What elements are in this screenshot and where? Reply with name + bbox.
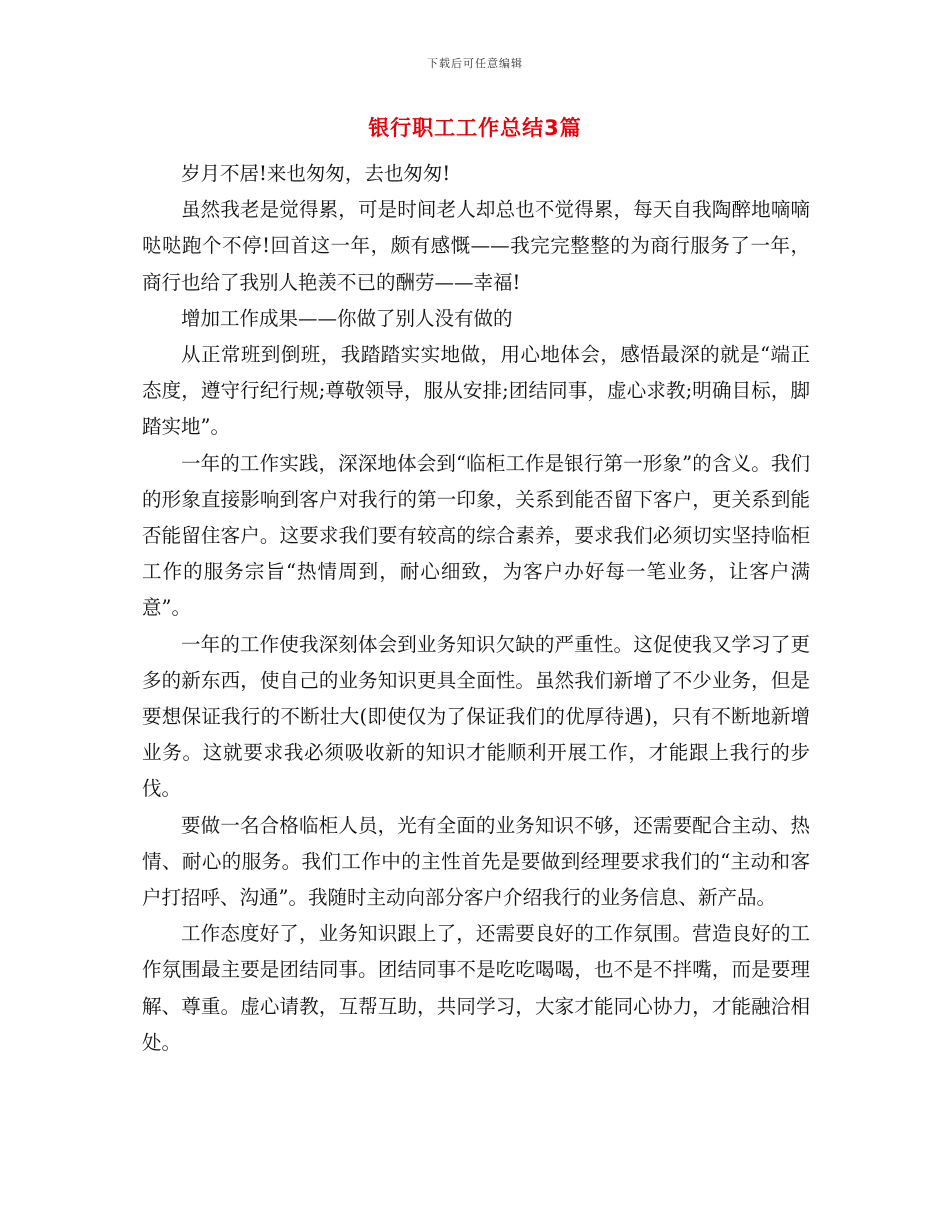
paragraph-3: 增加工作成果——你做了别人没有做的 [181, 306, 513, 330]
header-note: 下载后可任意编辑 [427, 57, 523, 70]
paragraph-6: 一年的工作使我深刻体会到业务知识欠缺的严重性。这促使我又学习了更多的新东西，使自己的业务知识更具全面性。虽然我们新增了不少业务，但是要想保证我行的不断壮大(即使仅为了保证我们的优厚待遇)，只有不断地新增业务。这就要求我必须吸收新的知识才能顺利开展工作，才能跟上我行的步伐。 [142, 632, 810, 801]
paragraph-2: 虽然我老是觉得累，可是时间老人却总也不觉得累，每天自我陶醉地嘀嘀哒哒跑个不停!回首这一年，颇有感慨——我完完整整的为商行服务了一年，商行也给了我别人艳羡不已的酬劳——幸福! [142, 198, 810, 294]
paragraph-1: 岁月不居!来也匆匆，去也匆匆! [181, 162, 451, 185]
paragraph-4: 从正常班到倒班，我踏踏实实地做，用心地体会，感悟最深的就是“端正态度，遵守行纪行规;尊敬领导，服从安排;团结同事，虚心求教;明确目标，脚踏实地”。 [142, 343, 810, 439]
paragraph-8: 工作态度好了，业务知识跟上了，还需要良好的工作氛围。营造良好的工作氛围最主要是团结同事。团结同事不是吃吃喝喝，也不是不拌嘴，而是要理解、尊重。虚心请教，互帮互助，共同学习，大家才能同心协力，才能融洽相处。 [142, 922, 810, 1054]
paragraph-5: 一年的工作实践，深深地体会到“临柜工作是银行第一形象”的含义。我们的形象直接影响到客户对我行的第一印象，关系到能否留下客户，更关系到能否能留住客户。这要求我们要有较高的综合素养，要求我们必须切实坚持临柜工作的服务宗旨“热情周到，耐心细致，为客户办好每一笔业务，让客户满意”。 [142, 451, 810, 620]
paragraph-7: 要做一名合格临柜人员，光有全面的业务知识不够，还需要配合主动、热情、耐心的服务。我们工作中的主性首先是要做到经理要求我们的“主动和客户打招呼、沟通”。我随时主动向部分客户介绍我行的业务信息、新产品。 [142, 813, 810, 910]
document-body [142, 156, 810, 1061]
document-title: 银行职工工作总结3篇 [368, 116, 582, 140]
